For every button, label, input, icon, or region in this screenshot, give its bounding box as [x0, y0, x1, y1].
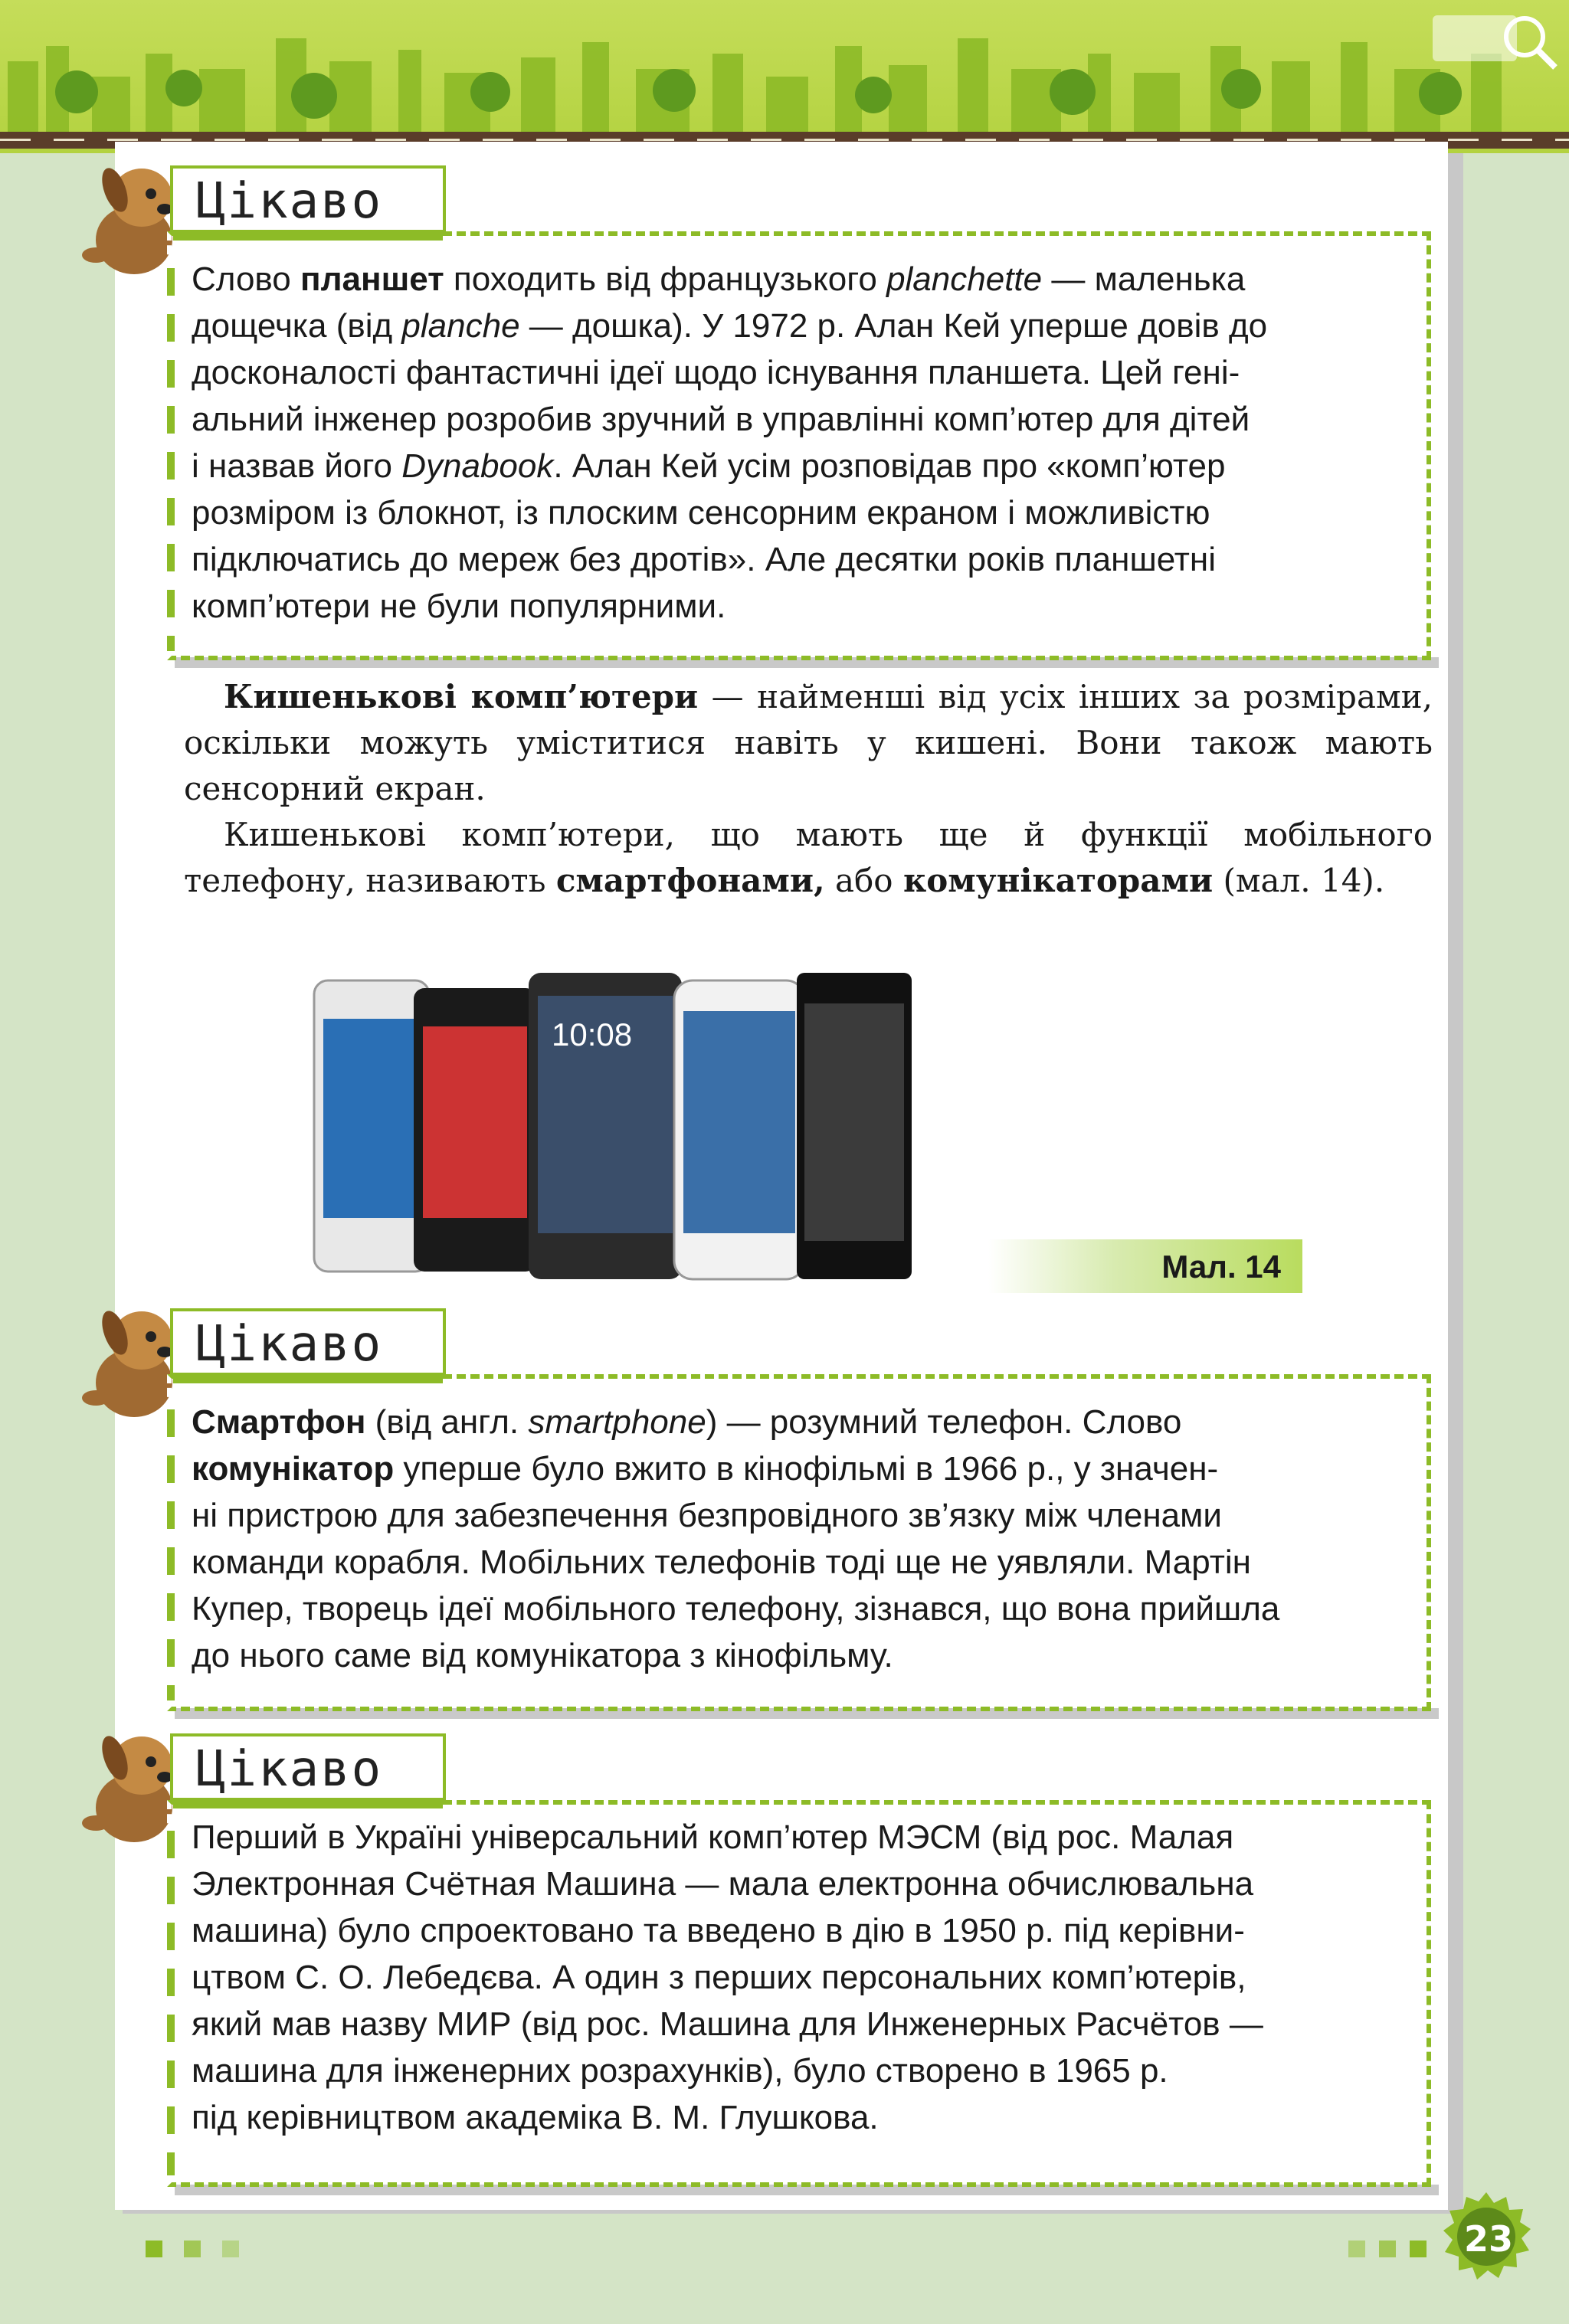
text-line: підключатись до мереж без дротів». Але десятки років планшетні: [192, 541, 1216, 578]
box-left-bar: [167, 1831, 175, 2175]
smartphones-figure: [306, 965, 919, 1287]
text-line: під керівництвом академіка В. М. Глушкова.: [192, 2099, 879, 2136]
phone-clock: 10:08: [552, 1016, 633, 1052]
text-line: Электронная Счётная Машина — мала електронна обчислювальна: [192, 1865, 1254, 1903]
decor-square: [1379, 2241, 1396, 2257]
top-banner: [0, 0, 1569, 153]
text-line: до нього саме від комунікатора з кінофільму.: [192, 1637, 893, 1674]
text-line: дощечка (від planche — дошка). У 1972 р. Алан Кей уперше довів до: [192, 307, 1268, 345]
interesting-text-2: [192, 1399, 1410, 1679]
text-line: Слово планшет походить від французького planchette — маленька: [192, 260, 1246, 298]
page-number: 23: [1463, 2218, 1513, 2260]
interesting-label-box: [170, 1733, 446, 1801]
interesting-header-1: [0, 159, 460, 233]
interesting-label-box: [170, 165, 446, 233]
text-line: досконалості фантастичні ідеї щодо існування планшета. Цей гені-: [192, 354, 1240, 391]
text-line: цтвом С. О. Лебедєва. А один з перших персональних комп’ютерів,: [192, 1959, 1246, 1996]
box-left-bar: [167, 268, 175, 651]
figure-caption-box: [988, 1239, 1302, 1293]
text-line: Перший в Україні універсальний комп’ютер МЭСМ (від рос. Малая: [192, 1818, 1234, 1856]
text-line: розміром із блокнот, із плоским сенсорним екраном і можливістю: [192, 494, 1210, 532]
interesting-text-1: [192, 256, 1410, 630]
text-line: Купер, творець ідеї мобільного телефону, зізнався, що вона прийшла: [192, 1590, 1280, 1628]
text-line: машина для інженерних розрахунків), було створено в 1965 р.: [192, 2052, 1168, 2090]
decor-square: [184, 2241, 201, 2257]
interesting-text-3: [192, 1814, 1410, 2141]
text-line: команди корабля. Мобільних телефонів тоді ще не уявляли. Мартін: [192, 1543, 1251, 1581]
text-line: Смартфон (від англ. smartphone) — розумний телефон. Слово: [192, 1403, 1182, 1441]
interesting-label: Цікаво: [196, 1741, 383, 1798]
interesting-header-2: [0, 1302, 460, 1376]
interesting-label-box: [170, 1308, 446, 1376]
text-line: і назвав його Dynabook. Алан Кей усім розповідав про «комп’ютер: [192, 447, 1226, 485]
text-line: альний інженер розробив зручний в управлінні комп’ютер для дітей: [192, 401, 1250, 438]
text-line: ні пристрою для забезпечення безпровідного зв’язку між членами: [192, 1497, 1222, 1534]
city-skyline-illustration: [0, 15, 1569, 138]
decor-square: [222, 2241, 239, 2257]
main-text: [184, 674, 1433, 904]
decor-square: [146, 2241, 162, 2257]
decor-square: [1348, 2241, 1365, 2257]
paragraph-pocket-computers: Кишенькові комп’ютери — найменші від усіх інших за розмірами, оскільки можуть уміститися навіть у кишені. Вони також мають сенсорний екран.: [184, 678, 1433, 807]
decor-square: [1410, 2241, 1427, 2257]
paragraph-smartphones: Кишенькові комп’ютери, що мають ще й функції мобільного телефону, називають смартфонами, або комунікаторами (мал. 14).: [184, 816, 1433, 899]
interesting-label: Цікаво: [196, 173, 383, 230]
figure-caption: Мал. 14: [1161, 1249, 1281, 1285]
interesting-header-3: [0, 1727, 460, 1801]
road-marking: [0, 139, 1569, 141]
text-line: комунікатор уперше було вжито в кінофільмі в 1966 р., у значен-: [192, 1450, 1219, 1488]
text-line: комп’ютери не були популярними.: [192, 588, 726, 625]
text-line: машина) було спроектовано та введено в дію в 1950 р. під керівни-: [192, 1912, 1245, 1949]
interesting-label: Цікаво: [196, 1316, 383, 1373]
box-left-bar: [167, 1409, 175, 1700]
text-line: який мав назву МИР (від рос. Машина для Инженерных Расчётов —: [192, 2005, 1263, 2043]
